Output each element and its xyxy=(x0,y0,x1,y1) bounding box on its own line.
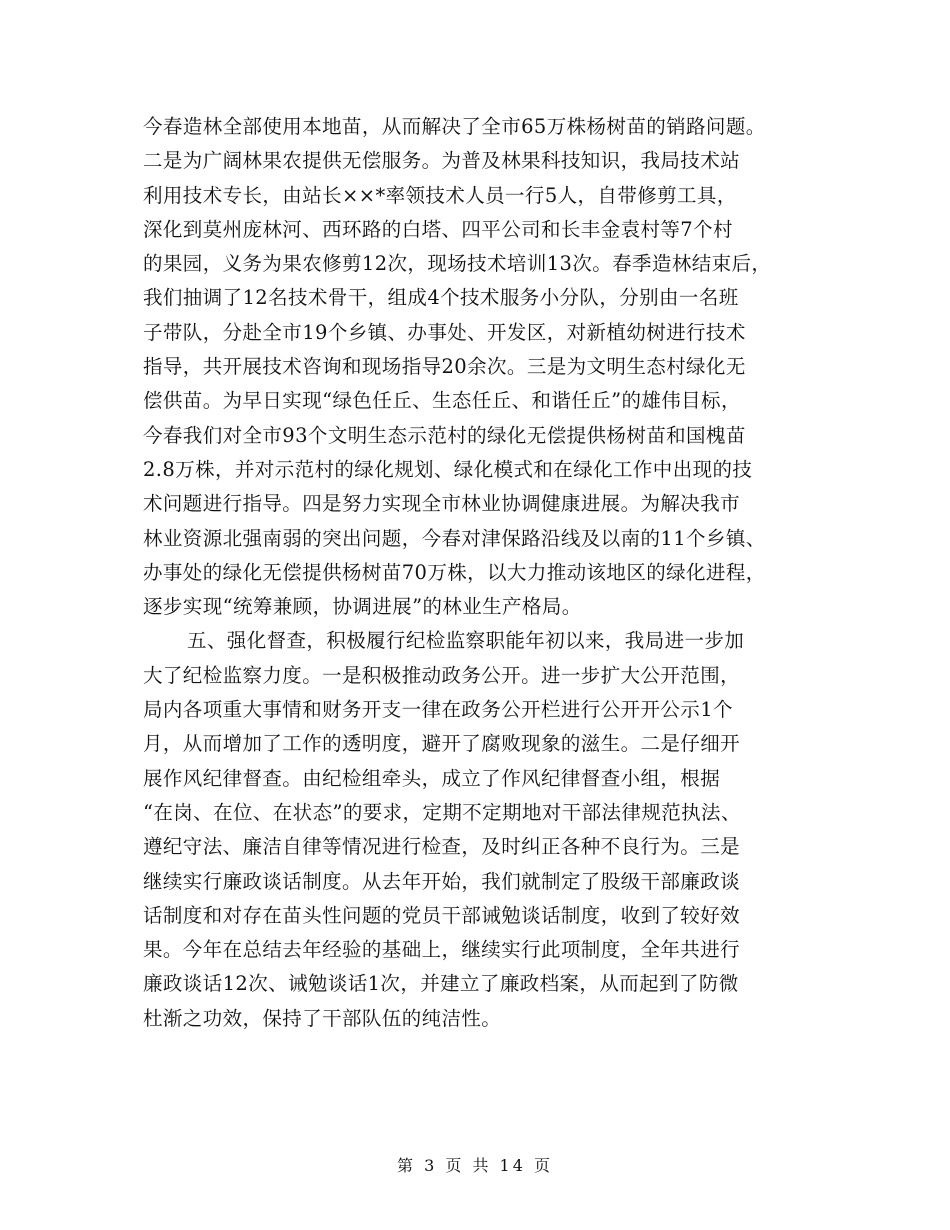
text-line: 杜渐之功效，保持了干部队伍的纯洁性。 xyxy=(143,1006,502,1030)
text-line: 的果园，义务为果农修剪12次，现场技术培训13次。春季造林结束后， xyxy=(143,252,772,276)
text-line: 林业资源北强南弱的突出问题，今春对津保路沿线及以南的11个乡镇、 xyxy=(143,526,766,550)
text-line: 深化到莫州庞林河、西环路的白塔、四平公司和长丰金袁村等7个村 xyxy=(143,217,733,241)
text-line: 话制度和对存在苗头性问题的党员干部诫勉谈话制度，收到了较好效 xyxy=(143,903,741,927)
text-line: 二是为广阔林果农提供无偿服务。为普及林果科技知识，我局技术站 xyxy=(143,149,741,173)
text-line: 子带队，分赴全市19个乡镇、办事处、开发区，对新植幼树进行技术 xyxy=(143,320,746,344)
text-line: 2.8万株，并对示范村的绿化规划、绿化模式和在绿化工作中出现的技 xyxy=(143,457,753,481)
text-line: 办事处的绿化无偿提供杨树苗70万株，以大力推动该地区的绿化进程， xyxy=(143,560,766,584)
text-line: 继续实行廉政谈话制度。从去年开始，我们就制定了股级干部廉政谈 xyxy=(143,869,741,893)
text-line: 大了纪检监察力度。一是积极推动政务公开。进一步扩大公开范围， xyxy=(143,663,741,687)
text-line: 指导，共开展技术咨询和现场指导20余次。三是为文明生态村绿化无 xyxy=(143,355,746,379)
text-line: 展作风纪律督查。由纪检组牵头，成立了作风纪律督查小组，根据 xyxy=(143,766,721,790)
text-line: 我们抽调了12名技术骨干，组成4个技术服务小分队，分别由一名班 xyxy=(143,286,739,310)
page-footer: 第 3 页 共 14 页 xyxy=(397,1156,553,1175)
text-line: 今春造林全部使用本地苗，从而解决了全市65万株杨树苗的销路问题。 xyxy=(143,115,766,138)
text-line: 术问题进行指导。四是努力实现全市林业协调健康进展。为解决我市 xyxy=(143,492,741,516)
text-line: 局内各项重大事情和财务开支一律在政务公开栏进行公开开公示1个 xyxy=(143,698,733,722)
text-line: 今春我们对全市93个文明生态示范村的绿化无偿提供杨树苗和国槐苗 xyxy=(143,423,746,447)
paragraph-start-line: 五、强化督查，积极履行纪检监察职能年初以来，我局进一步加 xyxy=(187,629,745,653)
text-line: 遵纪守法、廉洁自律等情况进行检查，及时纠正各种不良行为。三是 xyxy=(143,835,741,859)
text-line: 利用技术专长，由站长××*率领技术人员一行5人，自带修剪工具， xyxy=(143,183,737,207)
body-text xyxy=(143,110,843,1036)
text-line: 偿供苗。为早日实现“绿色任丘、生态任丘、和谐任丘”的雄伟目标， xyxy=(143,389,741,413)
text-line: 月，从而增加了工作的透明度，避开了腐败现象的滋生。二是仔细开 xyxy=(143,732,741,756)
text-line: 逐步实现“统筹兼顾，协调进展”的林业生产格局。 xyxy=(143,595,582,619)
text-line: 廉政谈话12次、诫勉谈话1次，并建立了廉政档案，从而起到了防微 xyxy=(143,972,739,996)
text-line: “在岗、在位、在状态”的要求，定期不定期地对干部法律规范执法、 xyxy=(143,800,741,824)
text-line: 果。今年在总结去年经验的基础上，继续实行此项制度，全年共进行 xyxy=(143,938,741,962)
